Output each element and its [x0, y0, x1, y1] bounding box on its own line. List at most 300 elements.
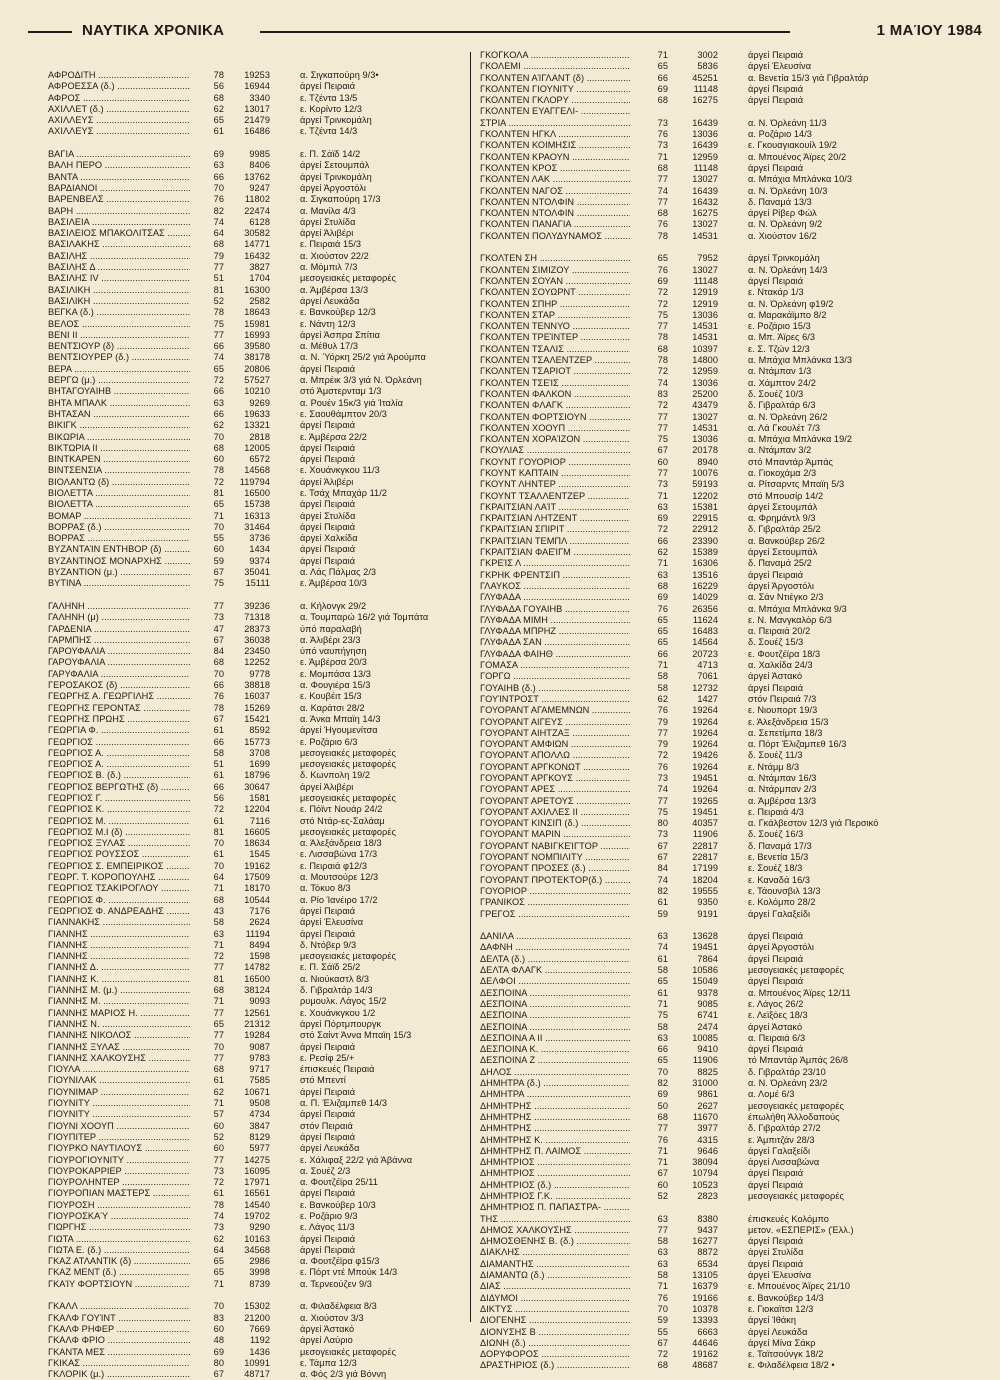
ship-name: ΓΚΡΕΊΣ Λ .....: [480, 558, 630, 569]
ship-name: ΓΚΟΛΝΤΕΝ ΦΑΛΚΟΝ .....: [480, 389, 630, 400]
ship-status: α. Φιλαδέλφεια 8/3: [300, 1301, 377, 1312]
tonnage: 22915: [692, 513, 718, 524]
ship-name: ΓΑΛΗΝΗ (μ) .....: [48, 612, 190, 623]
ship-status: ε. Κορίντο 12/3: [300, 103, 362, 114]
tonnage: 12202: [692, 490, 718, 501]
ship-status: έπωλήθη Άλλοδαπούς: [748, 1111, 840, 1122]
tonnage: 8825: [697, 1066, 718, 1077]
ship-name: ΓΚΟΛΝΤΕΝ ΣΠΗΡ .....: [480, 299, 630, 310]
ship-name: ΓΟΥΟΡΑΝΤ ΑΙΗΤΖΑΞ .....: [480, 728, 630, 739]
ship-status: α. Άμβέρσα 13/3: [748, 795, 817, 806]
tonnage: 11670: [692, 1111, 718, 1122]
tonnage: 19451: [692, 806, 718, 817]
build-year: 71: [657, 1281, 668, 1292]
tonnage: 43479: [692, 400, 718, 411]
build-year: 71: [213, 883, 224, 894]
ship-status: ε. Άλεξάνδρεια 15/3: [748, 716, 829, 727]
tonnage: 45251: [692, 72, 718, 83]
tonnage: 14275: [244, 1154, 270, 1165]
ship-name: ΓΟΥΟΡΙΟΡ .....: [480, 886, 630, 897]
build-year: 76: [657, 705, 668, 716]
ship-name: ΒΑΡΕΝΒΕΛΣ .....: [48, 194, 190, 205]
ship-name: ΓΙΑΝΝΗΣ Κ. .....: [48, 974, 190, 985]
ship-status: άργεί Τρινκομάλη: [300, 171, 372, 182]
ship-entry: [480, 739, 935, 750]
build-year: 68: [213, 442, 224, 453]
build-year: 77: [657, 174, 668, 185]
build-year: 74: [213, 352, 224, 363]
ship-status: άργεί Πειραιά: [748, 569, 804, 580]
ship-name: ΓΟΥΟΡΑΝΤ ΑΡΕΤΟΥΣ .....: [480, 796, 630, 807]
ship-name: ΓΚΑΛΛ .....: [48, 1301, 190, 1312]
ship-name: ΓΙΟΥΛΑ .....: [48, 1064, 190, 1075]
tonnage: 38818: [244, 680, 270, 691]
tonnage: 15049: [692, 976, 718, 987]
build-year: 51: [213, 273, 224, 284]
tonnage: 9410: [697, 1044, 718, 1055]
build-year: 61: [657, 987, 668, 998]
ship-name: ΔΗΜΗΤΡΑ .....: [480, 1089, 630, 1100]
ship-status: άργεί Πειραιά: [300, 1233, 356, 1244]
ship-status: άργεί Λευκάδα: [300, 1143, 360, 1154]
ship-status: α. Ντάρμπαν 2/3: [748, 784, 817, 795]
build-year: 61: [657, 897, 668, 908]
ship-entry: [48, 646, 460, 657]
ship-name: ΓΚΟΛΝΤΕΝ ΕΥΑΓΓΕΛΙ- .....: [480, 106, 630, 117]
build-year: 75: [213, 318, 224, 329]
tonnage: [668, 1202, 718, 1213]
ship-name: ΓΚΟΛΝΤΕΝ ΤΕΝΝΥΟ .....: [480, 321, 630, 332]
ship-status: δ. Γιβραλτάρ 23/10: [748, 1066, 826, 1077]
build-year: 74: [657, 185, 668, 196]
ship-name: ΔΗΜΗΤΡΙΟΣ .....: [480, 1157, 630, 1168]
build-year: 65: [213, 499, 224, 510]
build-year: 66: [213, 680, 224, 691]
ship-name: ΓΚΟΛΝΤΕΝ ΚΡΟΣ .....: [480, 163, 630, 174]
ship-status: α. Ν. Όρλεάνη 23/2: [748, 1078, 828, 1089]
ship-entry: [48, 1075, 460, 1086]
build-year: 78: [657, 230, 668, 241]
ship-name: ΓΚΑΛΦ ΡΗΦΕΡ .....: [48, 1324, 190, 1335]
ship-entry: [480, 1078, 935, 1089]
ship-name: ΓΟΥΟΡΑΝΤ ΜΑΡΙΝ .....: [480, 829, 630, 840]
tonnage: 14771: [244, 239, 270, 250]
ship-status: ε. Κολόμπο 28/2: [748, 897, 816, 908]
ship-status: ε. Ροζάριο 6/3: [300, 736, 358, 747]
ship-entry: [480, 694, 935, 705]
ship-status: δ. Σουέζ 11/3: [748, 750, 803, 761]
build-year: 61: [213, 1188, 224, 1199]
ship-status: ρυμουλκ. Λάγος 15/2: [300, 996, 387, 1007]
ship-entry: [48, 578, 460, 589]
tonnage: 14531: [692, 321, 718, 332]
tonnage: 8494: [249, 939, 270, 950]
build-year: 58: [213, 917, 224, 928]
ship-entry: [48, 680, 460, 691]
ship-status: στόν Πειραιά 7/3: [748, 693, 817, 704]
ship-entry: [48, 307, 460, 318]
ship-entry: [48, 996, 460, 1007]
ship-name: ΒΑΡΔΙΑΝΟΙ .....: [48, 183, 190, 194]
ship-name: ΓΙΟΥΝΙΛΑΚ .....: [48, 1075, 190, 1086]
ship-entry: [48, 499, 460, 510]
build-year: 58: [657, 682, 668, 693]
build-year: 62: [213, 1086, 224, 1097]
tonnage: 38124: [244, 985, 270, 996]
ship-status: ε. Κουβέιτ 15/3: [300, 691, 362, 702]
ship-name: ΔΗΜΗΤΡΗΣ Π. ΛΑΙΜΟΣ .....: [480, 1146, 630, 1157]
tonnage: 6534: [697, 1258, 718, 1269]
build-year: 61: [213, 815, 224, 826]
tonnage: 3977: [697, 1123, 718, 1134]
ship-status: δ. Γιβραλτάρ 14/3: [300, 985, 373, 996]
ship-name: ΓΚΟΛΝΤΕΝ ΚΡΑΟΥΝ .....: [480, 152, 630, 163]
build-year: 63: [657, 1213, 668, 1224]
tonnage: 16313: [244, 510, 270, 521]
build-year: 72: [657, 400, 668, 411]
ship-entry: [480, 344, 935, 355]
build-year: 65: [657, 1055, 668, 1066]
ship-entry: [48, 81, 460, 92]
build-year: 76: [213, 194, 224, 205]
ship-entry: [480, 1146, 935, 1157]
ship-entry: [480, 1304, 935, 1315]
tonnage: 119794: [239, 476, 270, 487]
ship-status: α. Μπάχια Μπλάνκα 13/3: [748, 355, 852, 366]
ship-name: ΓΙΩΡΓΗΣ .....: [48, 1222, 190, 1233]
ship-status: άργεί Άλιβέρι: [300, 781, 354, 792]
tonnage: 1545: [249, 849, 270, 860]
ship-entry: [48, 70, 460, 81]
ship-status: μεσογειακές μεταφορές: [748, 1100, 844, 1111]
ship-entry: [48, 544, 460, 555]
tonnage: 34568: [244, 1244, 270, 1255]
ship-status: άργεί Πειραιά: [300, 905, 356, 916]
group-gap: [48, 138, 460, 149]
tonnage: 36038: [244, 634, 270, 645]
ship-name: ΓΚΡΑΙΤΣΙΑΝ ΣΠΙΡΙΤ .....: [480, 524, 630, 535]
tonnage: 13027: [692, 264, 718, 275]
ship-entry: [480, 750, 935, 761]
ship-name: ΓΡΑΝΙΚΟΣ .....: [480, 897, 630, 908]
tonnage: 13027: [692, 219, 718, 230]
ship-status: α. Μέθυλ 17/3: [300, 341, 358, 352]
ship-name: ΔΙΩΝΗ (δ.) .....: [480, 1338, 630, 1349]
tonnage: 12204: [244, 804, 270, 815]
ship-entry: [48, 352, 460, 363]
build-year: 48: [213, 1335, 224, 1346]
build-year: 72: [657, 1349, 668, 1360]
ship-status: ε. Πόϊντ Νουάρ 24/2: [300, 804, 383, 815]
ship-name: ΓΚΟΛΝΤΕΝ ΠΑΝΑΓΙΑ .....: [480, 219, 630, 230]
ship-status: ε. Χουάνκγκου 1/2: [300, 1007, 376, 1018]
ship-status: άργεί Πειραιά: [300, 454, 356, 465]
build-year: 76: [657, 603, 668, 614]
ship-status: άργεί Λαύριο: [300, 1335, 353, 1346]
tonnage: 12732: [692, 682, 718, 693]
ship-status: άργεί Πειραιά: [300, 521, 356, 532]
ship-name: ΒΕΓΚΑ (δ.) .....: [48, 307, 190, 318]
ship-entry: [48, 93, 460, 104]
ship-status: άργεί Πόρτμπουργκ: [300, 1018, 382, 1029]
tonnage: 18634: [244, 838, 270, 849]
ship-entry: [48, 816, 460, 827]
build-year: 66: [213, 171, 224, 182]
ship-status: άργεί Πειραιά: [300, 363, 356, 374]
ship-name: ΓΚΟΛΝΤΕΝ ΦΛΑΓΚ .....: [480, 400, 630, 411]
tonnage: 19451: [692, 942, 718, 953]
tonnage: 30582: [244, 228, 270, 239]
ship-entry: [48, 1008, 460, 1019]
tonnage: 9778: [249, 668, 270, 679]
ship-name: ΔΙΟΓΕΝΗΣ .....: [480, 1315, 630, 1326]
ship-name: ΔΙΔΥΜΟΙ .....: [480, 1293, 630, 1304]
ship-name: ΣΤΡΙΑ .....: [480, 118, 630, 129]
ship-name: ΓΕΩΡΓΙΟΣ Γ. .....: [48, 793, 190, 804]
tonnage: 44646: [692, 1337, 718, 1348]
build-year: 75: [657, 309, 668, 320]
tonnage: 16432: [244, 250, 270, 261]
build-year: 65: [657, 614, 668, 625]
ship-name: ΓΚΡΗΚ ΦΡΕΝΤΣΙΠ .....: [480, 570, 630, 581]
ship-name: ΓΚΑΛΦ ΦΡΙΟ .....: [48, 1335, 190, 1346]
ship-name: ΓΙΑΝΝΗΣ ΞΥΛΑΣ .....: [48, 1042, 190, 1053]
build-year: 77: [213, 600, 224, 611]
ship-status: μεσογειακές μεταφορές: [300, 273, 396, 284]
tonnage: 18643: [244, 307, 270, 318]
ship-status: ε. Τάμπα 12/3: [300, 1357, 357, 1368]
tonnage: 10210: [244, 386, 270, 397]
ship-status: α. Άμβέρσα 13/3: [300, 284, 369, 295]
build-year: 61: [213, 770, 224, 781]
ship-entry: [480, 321, 935, 332]
build-year: 65: [657, 637, 668, 648]
build-year: 65: [213, 1256, 224, 1267]
ship-status: ε. Σ. Τζών 12/3: [748, 343, 810, 354]
ship-status: α. Μουτσούρε 12/3: [300, 872, 379, 883]
ship-name: ΔΕΛΦΟΙ .....: [480, 976, 630, 987]
ship-entry: [48, 974, 460, 985]
ship-entry: [480, 208, 935, 219]
ship-status: α. Σιγκαπούρη 17/3: [300, 194, 381, 205]
tonnage: 20806: [244, 363, 270, 374]
ship-name: ΓΚΟΥΛΙΑΣ .....: [480, 445, 630, 456]
ship-status: δ. Ντόβερ 9/3: [300, 939, 357, 950]
ship-name: ΑΦΡΟΣ .....: [48, 93, 190, 104]
ship-name: ΓΙΟΥΡΟΣΚΑΎ .....: [48, 1211, 190, 1222]
ship-name: ΓΚΟΛΝΤΕΝ ΛΑΚ .....: [480, 174, 630, 185]
tonnage: 22912: [692, 524, 718, 535]
tonnage: 18796: [244, 770, 270, 781]
ship-entry: [480, 163, 935, 174]
build-year: 62: [657, 693, 668, 704]
ship-entry: [48, 1042, 460, 1053]
tonnage: 17199: [692, 863, 718, 874]
ship-entry: [480, 231, 935, 242]
build-year: 74: [657, 874, 668, 885]
ship-entry: [480, 253, 935, 264]
ship-name: ΓΚΟΛΝΤΕΝ ΤΣΕΊΣ .....: [480, 378, 630, 389]
ship-entry: [48, 1279, 460, 1290]
ship-entry: [48, 1166, 460, 1177]
ship-status: άργεί Στυλίδα: [300, 510, 356, 521]
ship-status: α. Πειραιά 20/2: [748, 626, 811, 637]
ship-status: ε. Πειραιά 15/3: [300, 239, 362, 250]
tonnage: 7176: [249, 905, 270, 916]
ship-entry: [480, 547, 935, 558]
build-year: 71: [657, 50, 668, 60]
build-year: 77: [213, 1052, 224, 1063]
tonnage: 15302: [244, 1301, 270, 1312]
ship-entry: [48, 262, 460, 273]
ship-name: ΓΚΟΛΝΤΕΝ ΤΣΑΛΙΣ .....: [480, 344, 630, 355]
ship-entry: [48, 330, 460, 341]
tonnage: 16486: [244, 126, 270, 137]
ship-status: ε. Σουέζ 18/3: [748, 863, 803, 874]
ship-name: ΒΑΣΙΛΗΣ Δ .....: [48, 262, 190, 273]
ship-name: ΓΛΥΦΑΔΑ .....: [480, 592, 630, 603]
ship-status: α. Ν. Όρλεάνη φ19/2: [748, 298, 834, 309]
build-year: 77: [213, 1007, 224, 1018]
ship-name: ΓΙΑΝΝΗΣ .....: [48, 940, 190, 951]
tonnage: 2474: [697, 1021, 718, 1032]
ship-name: ΔΗΜΗΤΡΙΟΣ Γ.Κ. .....: [480, 1191, 630, 1202]
ship-name: ΓΟΡΓΩ .....: [480, 671, 630, 682]
ship-entry: [480, 1022, 935, 1033]
ship-name: ΓΟΥΟΡΑΝΤ ΑΠΟΛΛΩ .....: [480, 750, 630, 761]
tonnage: 1192: [250, 1335, 270, 1346]
ship-entry: [48, 1064, 460, 1075]
tonnage: 16037: [244, 691, 270, 702]
tonnage: 16095: [244, 1165, 270, 1176]
ship-status: στό Σαίντ Άννα Μπαϊη 15/3: [300, 1030, 412, 1041]
tonnage: 10378: [692, 1303, 718, 1314]
ship-entry: [480, 1247, 935, 1258]
ship-status: άργεί Σετουμπάλ: [748, 547, 818, 558]
build-year: 77: [213, 329, 224, 340]
build-year: 79: [657, 716, 668, 727]
tonnage: 22817: [692, 852, 718, 863]
ship-status: άργεί Πειραιά: [748, 1044, 804, 1055]
ship-entry: [48, 917, 460, 928]
build-year: 72: [657, 750, 668, 761]
tonnage: 19166: [692, 1292, 718, 1303]
build-year: 82: [213, 205, 224, 216]
build-year: 84: [657, 863, 668, 874]
ship-entry: [480, 852, 935, 863]
ship-entry: [480, 1236, 935, 1247]
ship-entry: [480, 1327, 935, 1338]
ship-status: ε. Γιοκαϊτσι 12/3: [748, 1303, 814, 1314]
ship-status: α. Μπ. Άϊρες 6/3: [748, 332, 816, 343]
build-year: 63: [213, 160, 224, 171]
ship-entry: [480, 954, 935, 965]
ship-entry: [480, 106, 935, 117]
ship-name: ΓΚΡΑΙΤΣΙΑΝ ΛΗΤΖΕΝΤ .....: [480, 513, 630, 524]
ship-status: α. Γκάλβεστον 12/3 γιά Περσικό: [748, 818, 879, 829]
build-year: 70: [213, 668, 224, 679]
tonnage: 19265: [692, 795, 718, 806]
build-year: 70: [213, 1301, 224, 1312]
tonnage: 19702: [244, 1210, 270, 1221]
ship-status: ύπό ναυπήγηση: [300, 646, 367, 657]
ship-status: δ. Γιβραλτάρ 6/3: [748, 400, 816, 411]
ship-entry: [48, 533, 460, 544]
ship-status: μεσογειακές μεταφορές: [300, 826, 396, 837]
ship-entry: [480, 942, 935, 953]
tonnage: 71318: [244, 612, 270, 623]
tonnage: 8380: [697, 1213, 718, 1224]
ship-entry: [48, 398, 460, 409]
ship-name: ΔΙΑΣ .....: [480, 1281, 630, 1292]
tonnage: 13393: [692, 1315, 718, 1326]
ship-name: ΓΕΩΡΓΙΟΣ Κ. .....: [48, 804, 190, 815]
build-year: 66: [657, 1044, 668, 1055]
tonnage: 15381: [692, 501, 718, 512]
build-year: 70: [213, 431, 224, 442]
ship-name: ΒΑΣΙΛΙΚΗ .....: [48, 296, 190, 307]
ship-status: άργεί Πειραιά: [300, 1109, 356, 1120]
ship-status: α. Φουτζέϊρα 25/11: [300, 1177, 378, 1188]
build-year: 58: [213, 747, 224, 758]
ship-entry: [480, 1101, 935, 1112]
ship-name: ΓΟΥΟΡΑΝΤ ΝΟΜΠΙΛΙΤΥ .....: [480, 852, 630, 863]
ship-entry: [480, 705, 935, 716]
tonnage: 2986: [249, 1256, 270, 1267]
ship-status: άργεί Ίθάκη: [748, 1315, 797, 1326]
build-year: 77: [213, 1154, 224, 1165]
tonnage: 48687: [692, 1360, 718, 1371]
ship-status: άργεί Τρινκομάλη: [748, 253, 820, 264]
build-year: 68: [213, 985, 224, 996]
ship-entry: [480, 875, 935, 886]
ship-status: α. Μπουένος Άϊρες 20/2: [748, 151, 847, 162]
ship-name: ΓΑΡΜΠΗΣ .....: [48, 635, 190, 646]
ship-name: ΓΑΡΟΥΦΑΛΙΑ .....: [48, 646, 190, 657]
ship-entry: [48, 183, 460, 194]
ship-status: μεσογειακές μεταφορές: [748, 1190, 844, 1201]
ship-status: άργεί Πειραιά: [748, 162, 804, 173]
ship-entry: [48, 1369, 460, 1380]
ship-status: δ. Παναμά 17/3: [748, 840, 812, 851]
ship-status: ε. Πειραιά φ12/3: [300, 860, 368, 871]
ship-entry: [480, 626, 935, 637]
ship-entry: [48, 1324, 460, 1335]
header-rule-middle: [260, 31, 790, 33]
tonnage: 16561: [244, 1188, 270, 1199]
ship-name: ΓΕΩΡΓΗΣ Α. ΓΕΩΡΓΙΛΗΣ .....: [48, 691, 190, 702]
ship-name: ΒΑΣΙΛΕΙΑ .....: [48, 217, 190, 228]
tonnage: 14531: [692, 332, 718, 343]
ship-status: ε. Τζέντα 13/5: [300, 92, 358, 103]
build-year: 68: [657, 580, 668, 591]
tonnage: 8739: [249, 1278, 270, 1289]
ship-entry: [48, 1132, 460, 1143]
ship-entry: [480, 1135, 935, 1146]
tonnage: 15269: [244, 702, 270, 713]
build-year: 61: [213, 1075, 224, 1086]
ship-name: ΓΙΟΥΡΟΓΙΟΥΝΙΤΥ .....: [48, 1155, 190, 1166]
header-rule-left: [28, 31, 72, 33]
group-gap: [480, 242, 935, 253]
ship-name: ΓΚΟΓΚΟΛΑ .....: [480, 50, 630, 61]
ship-status: ε. Λάγος 11/3: [300, 1222, 355, 1233]
ship-name: ΓΟΥΟΡΑΝΤ ΑΡΓΚΟΝΩΤ .....: [480, 762, 630, 773]
tonnage: 19264: [692, 727, 718, 738]
build-year: 75: [657, 1010, 668, 1021]
group-gap: [48, 1290, 460, 1301]
ship-entry: [48, 759, 460, 770]
